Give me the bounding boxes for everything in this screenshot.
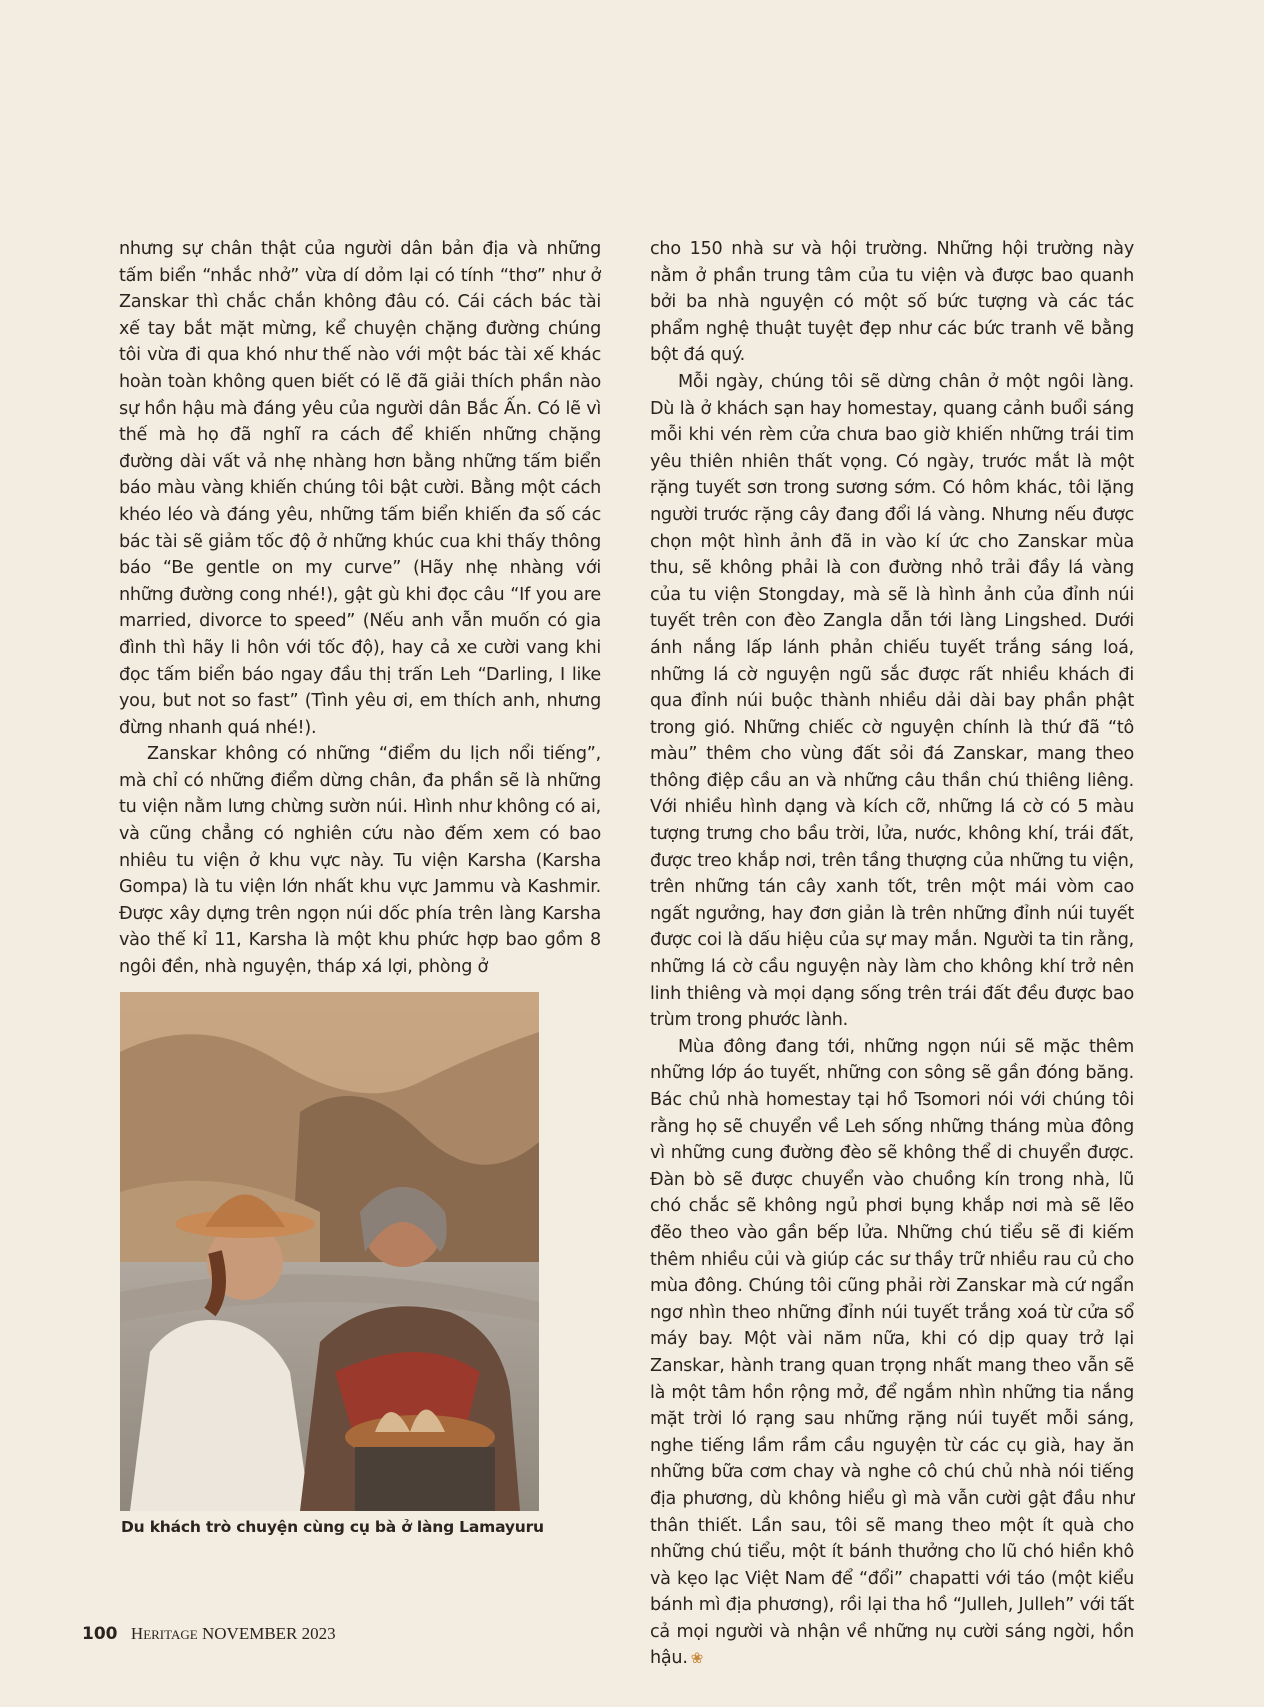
photo-illustration [120, 992, 539, 1511]
article-right-column [650, 236, 1134, 1672]
paragraph-text: Mùa đông đang tới, những ngọn núi sẽ mặc thêm những lớp áo tuyết, những con sông sẽ gần đóng băng. Bác chủ nhà homestay tại hồ Tsomori nói với chúng tôi rằng họ sẽ chuyển về Leh sống những tháng mùa đông vì những cung đường đèo sẽ không thể di chuyển được. Đàn bò sẽ được chuyển vào chuồng kín trong nhà, lũ chó chắc sẽ không ngủ phơi bụng khắp nơi mà sẽ lẽo đẽo theo vào gần bếp lửa. Những chú tiểu sẽ đi kiếm thêm nhiều củi và giúp các sư thầy trữ nhiều rau củ cho mùa đông. Chúng tôi cũng phải rời Zanskar mà cứ ngẩn ngơ nhìn theo những đỉnh núi tuyết trắng xoá từ cửa sổ máy bay. Một vài năm nữa, khi có dịp quay trở lại Zanskar, hành trang quan trọng nhất mang theo vẫn sẽ là một tâm hồn rộng mở, để ngắm nhìn những tia nắng mặt trời ló rạng sau những rặng núi tuyết mỗi sáng, nghe tiếng lầm rầm cầu nguyện từ các cụ già, hay ăn những bữa cơm chay và nghe cô chú chủ nhà nói tiếng địa phương, dù không hiểu gì mà vẫn cười gật đầu như thân thiết. Lần sau, tôi sẽ mang theo một ít quà cho những chú tiểu, một ít bánh thưởng cho lũ chó hiền khô và kẹo lạc Việt Nam để “đổi” chapatti với táo (một kiểu bánh mì địa phương), rồi lại tha hồ “Julleh, Julleh” với tất cả mọi người và nhận về những nụ cười sáng ngời, hồn hậu. [650, 1036, 1134, 1669]
magazine-name [131, 1624, 336, 1643]
page-number: 100 [82, 1624, 118, 1644]
paragraph: cho 150 nhà sư và hội trường. Những hội trường này nằm ở phần trung tâm của tu viện và được bao quanh bởi ba nhà nguyện có một số bức tượng và các tác phẩm nghệ thuật tuyệt đẹp như các bức tranh vẽ bằng bột đá quý. [650, 239, 1134, 366]
issue-date: NOVEMBER 2023 [202, 1624, 336, 1643]
lotus-icon: ❀ [690, 1649, 704, 1668]
paragraph: nhưng sự chân thật của người dân bản địa và những tấm biển “nhắc nhở” vừa dí dỏm lại có tính “thơ” như ở Zanskar thì chắc chắn không đâu có. Cái cách bác tài xế tay bắt mặt mừng, kể chuyện chặng đường chúng tôi vừa đi qua khó như thế nào với một bác tài xế khác hoàn toàn không quen biết có lẽ đã giải thích phần nào sự hồn hậu mà đáng yêu của người dân Bắc Ấn. Có lẽ vì thế mà họ đã nghĩ ra cách để khiến những chặng đường dài vất vả nhẹ nhàng hơn bằng những tấm biển báo màu vàng khiến chúng tôi bật cười. Bằng một cách khéo léo và đáng yêu, những tấm biển khiến đa số các bác tài sẽ giảm tốc độ ở những khúc cua khi thấy thông báo “Be gentle on my curve” (Hãy nhẹ nhàng với những đường cong nhé!), gật gù khi đọc câu “If you are married, divorce to speed” (Nếu anh vẫn muốn có gia đình thì hãy li hôn với tốc độ), hay cả xe cười vang khi đọc tấm biển báo ngay đầu thị trấn Leh “Darling, I like you, but not so fast” (Tình yêu ơi, em thích anh, nhưng đừng nhanh quá nhé!). [119, 239, 601, 738]
magazine-rest: ERITAGE [143, 1627, 198, 1642]
paragraph: Mỗi ngày, chúng tôi sẽ dừng chân ở một ngôi làng. Dù là ở khách sạn hay homestay, quang cảnh buổi sáng mỗi khi vén rèm cửa chưa bao giờ khiến những trái tim yêu thiên nhiên thất vọng. Có ngày, trước mắt là một rặng tuyết sơn trong sương sớm. Có hôm khác, tôi lặng người trước rặng cây đang đổi lá vàng. Nhưng nếu được chọn một hình ảnh đã in vào kí ức cho Zanskar mùa thu, sẽ không phải là con đường nhỏ trải đầy lá vàng của tu viện Stongday, mà sẽ là hình ảnh của đỉnh núi tuyết trên con đèo Zangla dẫn tới làng Lingshed. Dưới ánh nắng lấp lánh phản chiếu tuyết trắng sáng loá, những lá cờ nguyện ngũ sắc được rất nhiều khách đi qua đỉnh núi buộc thành nhiều dải dài bay phần phật trong gió. Những chiếc cờ nguyện chính là thứ đã “tô màu” thêm cho vùng đất sỏi đá Zanskar, mang theo thông điệp cầu an và những câu thần chú thiêng liêng. Với nhiều hình dạng và kích cỡ, những lá cờ có 5 màu tượng trưng cho bầu trời, lửa, nước, không khí, trái đất, được treo khắp nơi, trên tầng thượng của những tu viện, trên những tán cây xanh tốt, trên một mái vòm cao ngất ngưởng, hay đơn giản là trên những đỉnh núi tuyết được coi là dấu hiệu của sự may mắn. Người ta tin rằng, những lá cờ cầu nguyện này làm cho không khí trở nên linh thiêng và mọi dạng sống trên trái đất đều được bao trùm trong phước lành. [650, 371, 1134, 1031]
paragraph [650, 1034, 1134, 1672]
article-left-column [119, 236, 601, 981]
photo-caption: Du khách trò chuyện cùng cụ bà ở làng Lamayuru [121, 1518, 544, 1536]
article-photo [120, 992, 539, 1511]
paragraph: Zanskar không có những “điểm du lịch nổi tiếng”, mà chỉ có những điểm dừng chân, đa phần sẽ là những tu viện nằm lưng chừng sườn núi. Hình như không có ai, và cũng chẳng có nghiên cứu nào đếm xem có bao nhiêu tu viện ở khu vực này. Tu viện Karsha (Karsha Gompa) là tu viện lớn nhất khu vực Jammu và Kashmir. Được xây dựng trên ngọn núi dốc phía trên làng Karsha vào thế kỉ 11, Karsha là một khu phức hợp bao gồm 8 ngôi đền, nhà nguyện, tháp xá lợi, phòng ở [119, 744, 601, 978]
page-footer [82, 1624, 336, 1644]
magazine-initial: H [130, 1624, 144, 1643]
